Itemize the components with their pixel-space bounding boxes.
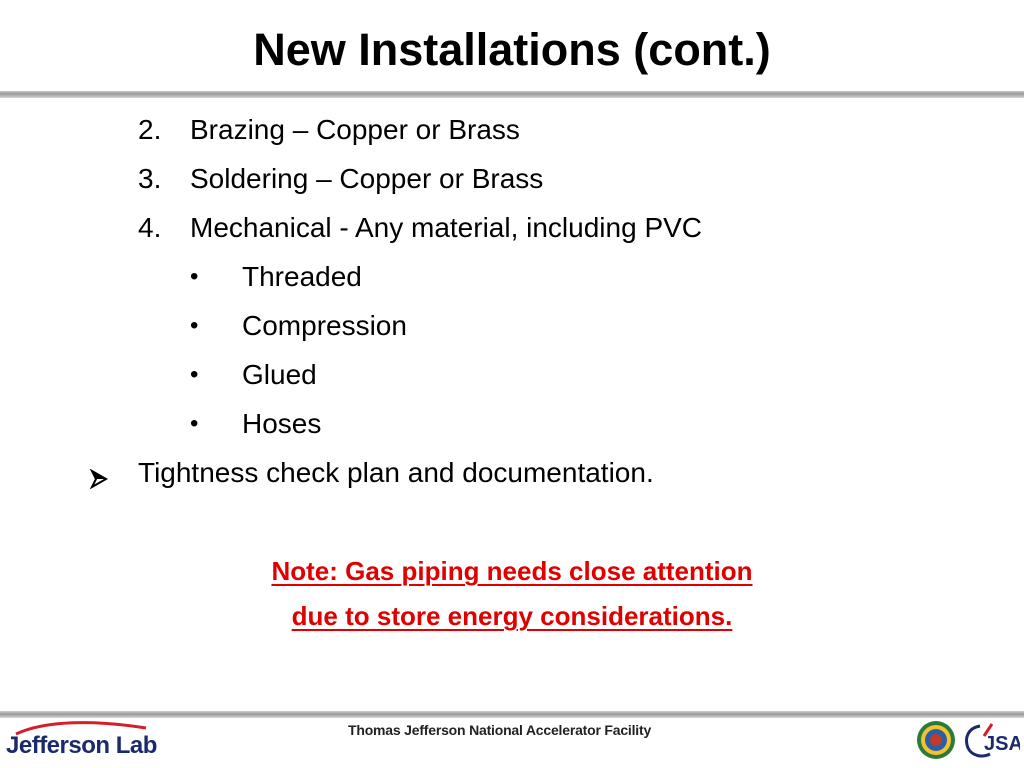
facility-name: Thomas Jefferson National Accelerator Facility xyxy=(348,722,652,738)
jefferson-lab-logo-text: Jefferson Lab xyxy=(6,732,157,759)
bullet-icon: • xyxy=(190,410,199,437)
bullet-text: Glued xyxy=(242,359,317,390)
bullet-text: Compression xyxy=(242,310,407,341)
bullet-icon: • xyxy=(190,263,199,290)
note-line-2: due to store energy considerations. xyxy=(291,601,733,631)
item-text: Soldering – Copper or Brass xyxy=(190,163,544,194)
jefferson-lab-logo xyxy=(6,718,166,764)
item-text: Mechanical - Any material, including PVC xyxy=(190,212,703,243)
item-number: 3. xyxy=(138,163,162,194)
svg-text:JSA: JSA xyxy=(984,733,1020,755)
bullet-text: Hoses xyxy=(242,408,322,439)
doe-seal-icon xyxy=(916,720,956,760)
bullet-text: Threaded xyxy=(242,261,362,292)
item-number: 2. xyxy=(138,114,162,145)
note-line-1: Note: Gas piping needs close attention xyxy=(271,556,753,586)
slide-title: New Installations (cont.) xyxy=(253,24,771,75)
item-number: 4. xyxy=(138,212,162,243)
footer-divider xyxy=(0,711,1024,718)
arrow-bullet-text: Tightness check plan and documentation. xyxy=(138,457,654,488)
item-text: Brazing – Copper or Brass xyxy=(190,114,520,145)
bullet-icon: • xyxy=(190,312,199,339)
arrow-bullet-icon xyxy=(89,463,109,483)
jsa-logo xyxy=(962,720,1020,760)
bullet-icon: • xyxy=(190,361,199,388)
